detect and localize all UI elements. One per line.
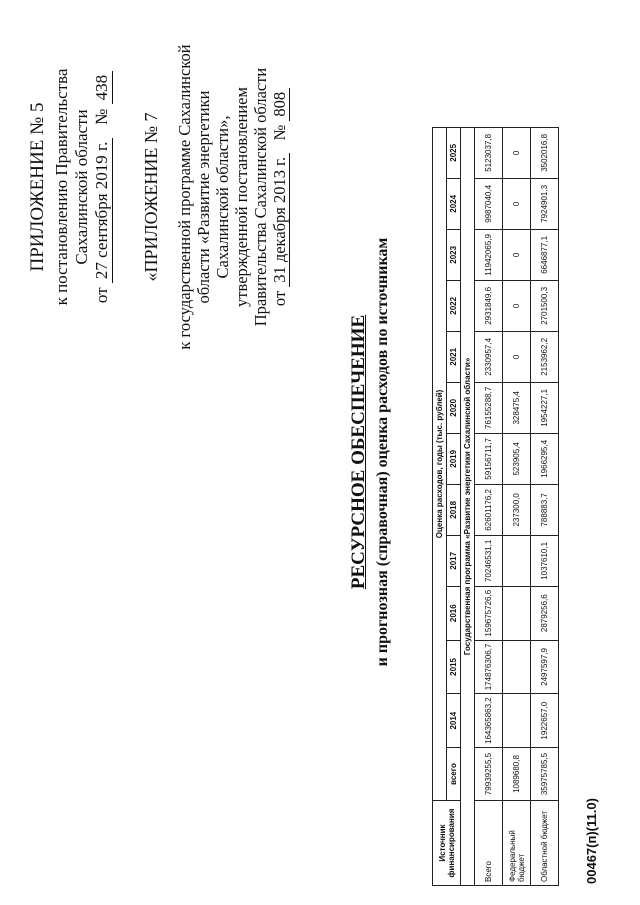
year-column-header: всего <box>447 748 461 801</box>
value-cell: 237300,0 <box>503 484 531 535</box>
value-cell: 0 <box>503 229 531 280</box>
title-subtitle: и прогнозная (справочная) оценка расходов по источникам <box>374 237 391 667</box>
value-cell: 70246531,1 <box>475 535 503 586</box>
value-cell: 0 <box>503 127 531 178</box>
value-cell: 2153962,2 <box>531 331 559 382</box>
appendix-7-line-2: области «Развитие энергетики <box>194 90 213 304</box>
value-cell: 523905,4 <box>503 433 531 484</box>
table-row <box>531 127 559 885</box>
appendix-7-from: от <box>270 290 289 307</box>
value-cell: 788883,7 <box>531 484 559 535</box>
value-cell: 9987040,4 <box>475 178 503 229</box>
appendix-7-date-line <box>270 22 290 372</box>
value-cell: 0 <box>503 280 531 331</box>
value-cell: 11942065,9 <box>475 229 503 280</box>
appendix-7-line-3: Сахалинской области», <box>213 115 232 279</box>
year-column-header: 2024 <box>447 178 461 229</box>
appendix-5-number: 438 <box>92 71 113 105</box>
value-cell: 0 <box>503 331 531 382</box>
appendix-7-number-sign: № <box>270 124 289 141</box>
estimate-header: Оценка расходов, годы (тыс. рублей) <box>433 127 447 800</box>
value-cell: 159675726,6 <box>475 586 503 640</box>
appendix-5-from: от <box>92 287 111 304</box>
table-row <box>475 127 503 885</box>
source-cell: Всего <box>475 801 503 886</box>
value-cell: 2497597,9 <box>531 640 559 694</box>
year-column-header: 2020 <box>447 382 461 433</box>
appendix-7-block <box>142 22 290 372</box>
table-header-row-1 <box>433 127 447 885</box>
value-cell: 76155288,7 <box>475 382 503 433</box>
appendix-7-line-4: утвержденной постановлением <box>232 87 251 307</box>
value-cell <box>503 535 531 586</box>
source-cell: Областной бюджет <box>531 801 559 886</box>
source-column-header: Источник финансирования <box>433 801 461 886</box>
value-cell: 35975785,5 <box>531 748 559 801</box>
appendix-5-line-2: Сахалинской области <box>72 109 91 265</box>
value-cell: 1089680,8 <box>503 748 531 801</box>
year-column-header: 2022 <box>447 280 461 331</box>
appendix-5-number-sign: № <box>92 108 111 125</box>
year-column-header: 2015 <box>447 640 461 694</box>
program-row <box>461 127 475 885</box>
resource-table <box>432 127 559 886</box>
value-cell: 1966295,4 <box>531 433 559 484</box>
value-cell: 2701500,3 <box>531 280 559 331</box>
appendix-5-date-line <box>92 22 113 352</box>
table-header-row-2 <box>447 127 461 885</box>
rotated-document-page <box>20 12 620 892</box>
value-cell <box>503 640 531 694</box>
value-cell: 1037610,1 <box>531 535 559 586</box>
value-cell: 1922657,0 <box>531 694 559 748</box>
value-cell: 5123037,8 <box>475 127 503 178</box>
value-cell: 62601176,2 <box>475 484 503 535</box>
year-column-header: 2021 <box>447 331 461 382</box>
value-cell: 2330957,4 <box>475 331 503 382</box>
value-cell: 328475,4 <box>503 382 531 433</box>
resource-table-wrapper <box>432 127 559 886</box>
appendix-7-date: 31 декабря 2013 г. <box>270 153 290 287</box>
year-column-header: 2019 <box>447 433 461 484</box>
title-main: РЕСУРСНОЕ ОБЕСПЕЧЕНИЕ <box>348 314 369 590</box>
appendix-5-block <box>28 22 113 352</box>
appendix-7-number: 808 <box>270 88 290 121</box>
value-cell: 6646877,1 <box>531 229 559 280</box>
year-column-header: 2016 <box>447 586 461 640</box>
value-cell <box>503 586 531 640</box>
appendix-5-line-1: к постановлению Правительства <box>52 68 71 306</box>
value-cell: 3502016,8 <box>531 127 559 178</box>
year-column-header: 2017 <box>447 535 461 586</box>
appendix-7-line-1: к государственной программе Сахалинской <box>175 44 194 350</box>
value-cell: 174876306,7 <box>475 640 503 694</box>
value-cell: 0 <box>503 178 531 229</box>
value-cell: 164365863,2 <box>475 694 503 748</box>
value-cell: 2879256,6 <box>531 586 559 640</box>
value-cell: 79939255,5 <box>475 748 503 801</box>
value-cell <box>503 694 531 748</box>
year-column-header: 2014 <box>447 694 461 748</box>
value-cell: 59156711,7 <box>475 433 503 484</box>
appendix-7-line-5: Правительства Сахалинской области <box>251 67 270 327</box>
program-name-cell: Государственная программа «Развитие энергетики Сахалинской области» <box>461 127 475 885</box>
value-cell: 1954227,1 <box>531 382 559 433</box>
document-footer-code: 00467(п)(11.0) <box>584 798 599 884</box>
value-cell: 2931849,6 <box>475 280 503 331</box>
value-cell: 7924901,3 <box>531 178 559 229</box>
year-column-header: 2023 <box>447 229 461 280</box>
source-cell: Федеральный бюджет <box>503 801 531 886</box>
year-column-header: 2025 <box>447 127 461 178</box>
table-row <box>503 127 531 885</box>
document-title <box>348 12 392 892</box>
year-column-header: 2018 <box>447 484 461 535</box>
appendix-5-title: ПРИЛОЖЕНИЕ № 5 <box>27 102 48 272</box>
appendix-7-title: «ПРИЛОЖЕНИЕ № 7 <box>141 112 161 282</box>
appendix-5-date: 27 сентября 2019 г. <box>92 138 113 283</box>
